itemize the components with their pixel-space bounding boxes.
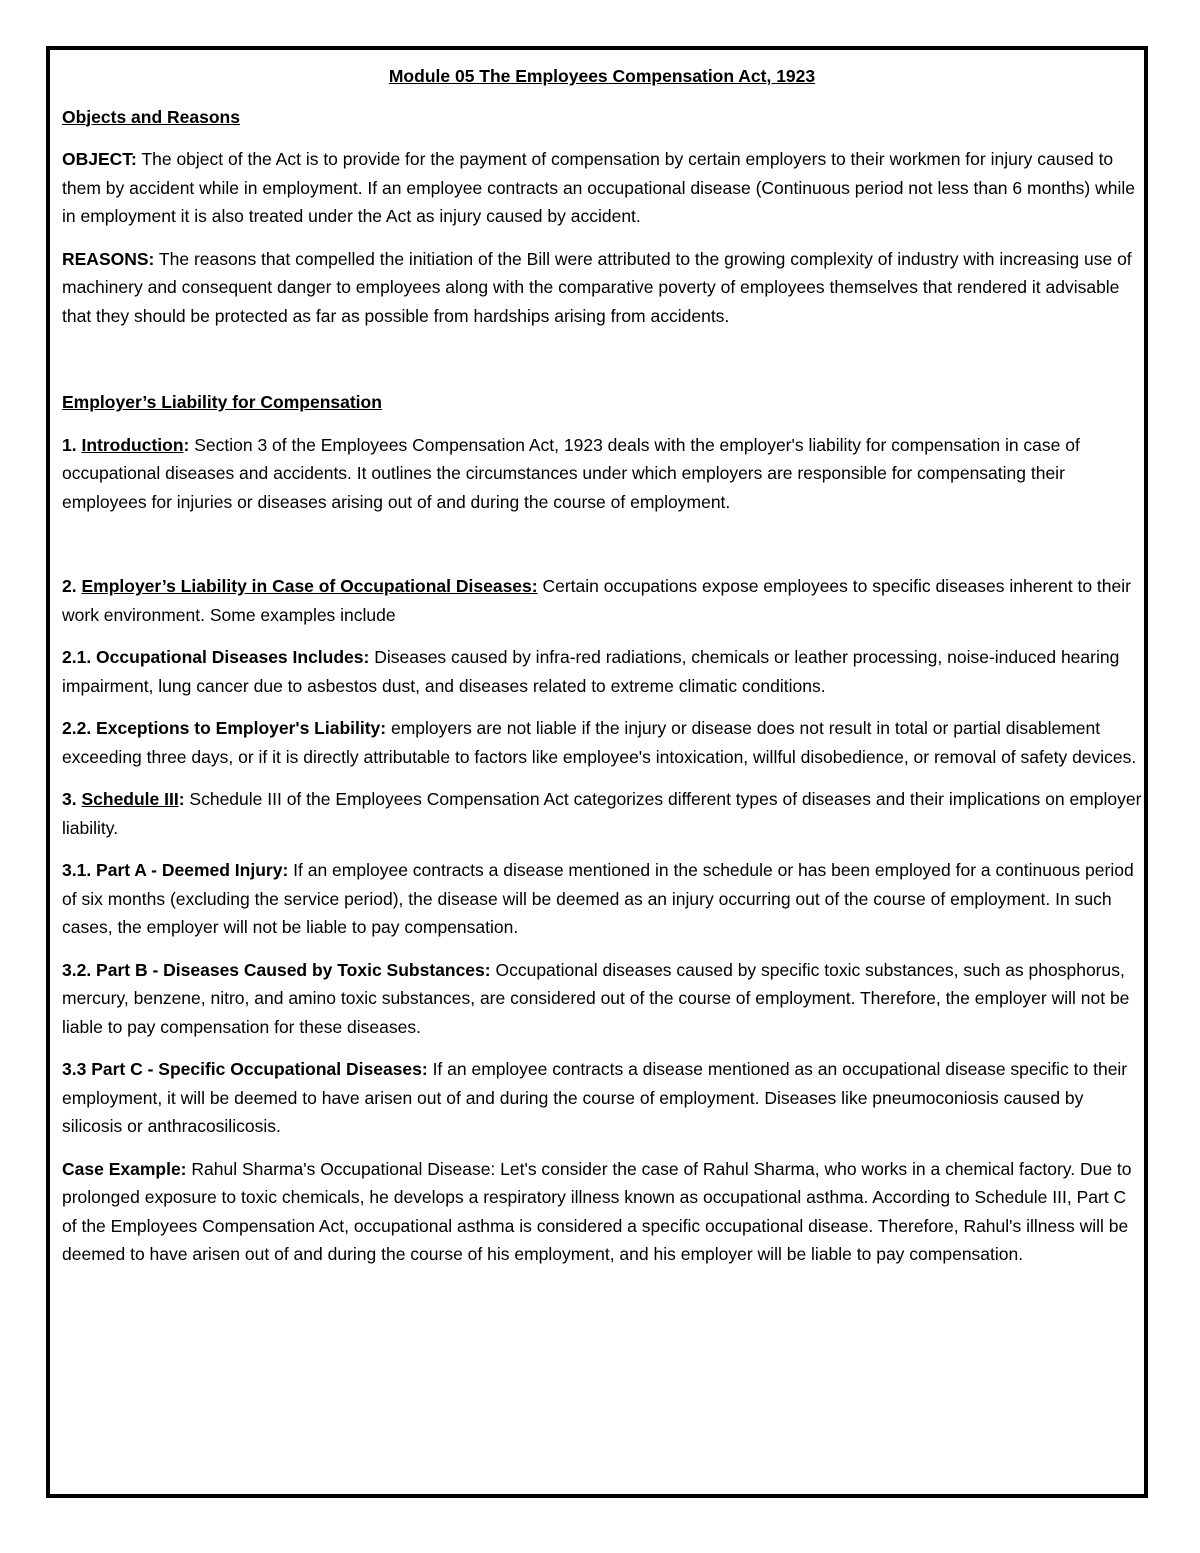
section-label: Schedule III xyxy=(81,789,179,809)
objects-heading: Objects and Reasons xyxy=(62,106,240,127)
section-label: Introduction xyxy=(81,434,184,455)
reasons-paragraph xyxy=(62,245,1142,331)
object-label: OBJECT: xyxy=(62,149,137,169)
section-3-1 xyxy=(62,856,1142,942)
object-paragraph xyxy=(62,145,1142,231)
section-schedule-iii xyxy=(62,785,1142,842)
spacer xyxy=(62,530,1142,572)
section-label: 3.2. Part B - Diseases Caused by Toxic Substances: xyxy=(62,959,491,980)
section-text: Section 3 of the Employees Compensation Act, 1923 deals with the employer's liability for compensation in case of occupational diseases and accidents. It outlines the circumstances under which employers are responsible for compensating their employees for injuries or diseases arising out of and during the course of employment. xyxy=(62,434,1080,512)
section-label: 2.2. Exceptions to Employer's Liability: xyxy=(62,718,387,738)
section-label: 3.3 Part C - Specific Occupational Diseases: xyxy=(62,1059,428,1079)
object-text: The object of the Act is to provide for the payment of compensation by certain employers to their workmen for injury caused to them by accident while in employment. If an employee contracts an occupational disease (Continuous period not less than 6 months) while in employment it is also treated under the Act as injury caused by accident. xyxy=(62,149,1135,226)
section-text: Occupational diseases caused by specific toxic substances, such as phosphorus, mercury, benzene, nitro, and amino toxic substances, are considered out of the course of employment. Therefore, the employer will not be liable to pay compensation for these diseases. xyxy=(62,959,1130,1037)
case-example xyxy=(62,1155,1142,1269)
section-label: 2.1. Occupational Diseases Includes: xyxy=(62,647,370,667)
document-body xyxy=(62,62,1142,1283)
section-number: 2. xyxy=(62,576,82,596)
section-2-1 xyxy=(62,643,1142,700)
reasons-label: REASONS: xyxy=(62,248,155,269)
section-label-suffix: : xyxy=(183,434,190,455)
section-number: 3. xyxy=(62,789,82,809)
document-title: Module 05 The Employees Compensation Act, 1923 xyxy=(388,66,816,86)
section-text: Schedule III of the Employees Compensation Act categorizes different types of diseases and their implications on employer liability. xyxy=(62,789,1142,838)
section-label: 3.1. Part A - Deemed Injury: xyxy=(62,860,289,880)
section-introduction xyxy=(62,431,1142,517)
section-text: Diseases caused by infra-red radiations, chemicals or leather processing, noise-induced hearing impairment, lung cancer due to asbestos dust, and diseases related to extreme climatic conditions. xyxy=(62,647,1120,696)
section-3-2 xyxy=(62,956,1142,1042)
section-label: Case Example: xyxy=(62,1158,187,1179)
section-label: Employer’s Liability in Case of Occupational Diseases: xyxy=(81,576,538,596)
section-number: 1. xyxy=(62,434,82,455)
section-text: employers are not liable if the injury or disease does not result in total or partial disablement exceeding three days, or if it is directly attributable to factors like employee's intoxication, willful disobedience, or removal of safety devices. xyxy=(62,718,1137,767)
section-text: If an employee contracts a disease mentioned in the schedule or has been employed for a continuous period of six months (excluding the service period), the disease will be deemed as an injury occurring out of the course of employment. In such cases, the employer will not be liable to pay compensation. xyxy=(62,860,1134,937)
section-text: If an employee contracts a disease mentioned as an occupational disease specific to their employment, it will be deemed to have arisen out of and during the course of employment. Diseases like pneumoconiosis caused by silicosis or anthracosilicosis. xyxy=(62,1059,1128,1136)
spacer xyxy=(62,344,1142,388)
section-label-suffix: : xyxy=(178,789,185,809)
section-3-3 xyxy=(62,1055,1142,1141)
section-occupational-diseases xyxy=(62,572,1142,629)
reasons-text: The reasons that compelled the initiation of the Bill were attributed to the growing complexity of industry with increasing use of machinery and consequent danger to employees along with the comparative poverty of employees themselves that rendered it advisable that they should be protected as far as possible from hardships arising from accidents. xyxy=(62,248,1132,326)
section-text: Rahul Sharma's Occupational Disease: Let's consider the case of Rahul Sharma, who works in a chemical factory. Due to prolonged exposure to toxic chemicals, he develops a respiratory illness known as occupational asthma. According to Schedule III, Part C of the Employees Compensation Act, occupational asthma is considered a specific occupational disease. Therefore, Rahul's illness will be deemed to have arisen out of and during the course of his employment, and his employer will be liable to pay compensation. xyxy=(62,1158,1132,1264)
section-2-2 xyxy=(62,714,1142,771)
section-text: Certain occupations expose employees to specific diseases inherent to their work environment. Some examples include xyxy=(62,576,1131,625)
liability-heading: Employer’s Liability for Compensation xyxy=(62,392,382,412)
